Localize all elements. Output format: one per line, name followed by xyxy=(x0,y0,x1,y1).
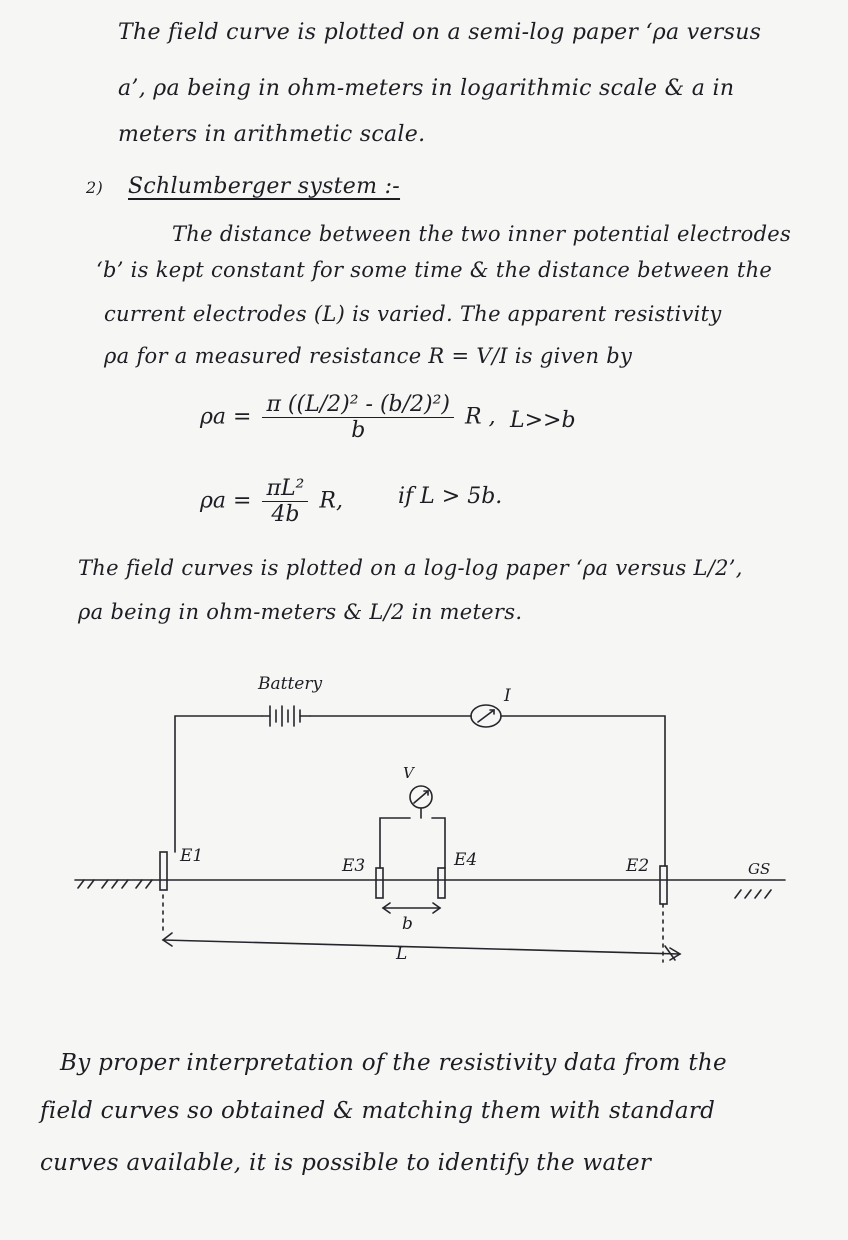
section2-line-1: The distance between the two inner potential electrodes xyxy=(172,222,792,246)
electrode-e4-label: E4 xyxy=(454,850,478,870)
formula-2-lhs: ρa = xyxy=(200,488,252,514)
formula-1-condition: L>>b xyxy=(510,408,576,433)
electrode-e1-label: E1 xyxy=(180,846,204,866)
voltmeter-icon xyxy=(410,786,432,818)
section2-line-3: current electrodes (L) is varied. The apparent resistivity xyxy=(104,302,722,326)
ammeter-icon xyxy=(471,705,501,727)
paragraph2-line-2: ρa being in ohm-meters & L/2 in meters. xyxy=(78,600,523,624)
battery-icon xyxy=(262,706,310,726)
b-dimension-label: b xyxy=(402,914,413,934)
formula-2-numerator: πL² xyxy=(262,476,308,502)
paragraph3-line-3: curves available, it is possible to identify the water xyxy=(40,1150,652,1176)
paragraph3-line-1: By proper interpretation of the resistivity data from the xyxy=(60,1050,727,1076)
section2-line-4: ρa for a measured resistance R = V/I is given by xyxy=(104,344,633,368)
formula-1-lhs: ρa = xyxy=(200,404,252,430)
section2-line-2: ‘b’ is kept constant for some time & the distance between the xyxy=(96,258,773,282)
l-dimension-arrow xyxy=(163,895,680,962)
electrode-e3-label: E3 xyxy=(342,856,366,876)
formula-2-condition: if L > 5b. xyxy=(398,484,503,509)
formula-2-denominator: 4b xyxy=(271,502,300,527)
b-dimension-arrow xyxy=(383,903,440,913)
electrode-e2-label: E2 xyxy=(626,856,650,876)
voltmeter-label: V xyxy=(403,764,414,782)
paragraph3-line-2: field curves so obtained & matching them with standard xyxy=(40,1098,716,1124)
paragraph1-line-3: meters in arithmetic scale. xyxy=(118,122,426,147)
paragraph1-line-1: The field curve is plotted on a semi-log paper ‘ρa versus xyxy=(118,20,762,45)
electrode-e4 xyxy=(438,868,445,898)
ammeter-label: I xyxy=(504,686,511,706)
ground-hatch-right xyxy=(735,890,771,898)
formula-1-numerator: π ((L/2)² - (b/2)²) xyxy=(262,392,454,418)
wire-voltmeter-left xyxy=(380,818,410,868)
electrode-e1 xyxy=(160,852,167,890)
paragraph2-line-1: The field curves is plotted on a log-log paper ‘ρa versus L/2’, xyxy=(78,556,743,580)
formula-2-tail: R, xyxy=(319,488,343,514)
paragraph1-line-2: a’, ρa being in ohm-meters in logarithmic scale & a in xyxy=(118,76,735,101)
electrode-e2 xyxy=(660,866,667,904)
ground-surface-label: GS xyxy=(748,860,771,878)
section-number: 2) xyxy=(86,178,104,197)
formula-1-denominator: b xyxy=(351,418,366,443)
section-heading: Schlumberger system :- xyxy=(128,174,401,199)
battery-label: Battery xyxy=(258,674,323,694)
ground-hatch-left xyxy=(78,880,152,888)
electrode-e3 xyxy=(376,868,383,898)
formula-1-tail: R , xyxy=(465,404,496,430)
l-dimension-label: L xyxy=(396,944,408,964)
wire-voltmeter-right xyxy=(432,818,445,868)
wire-top-left xyxy=(175,716,262,852)
wire-top-right xyxy=(501,716,665,866)
